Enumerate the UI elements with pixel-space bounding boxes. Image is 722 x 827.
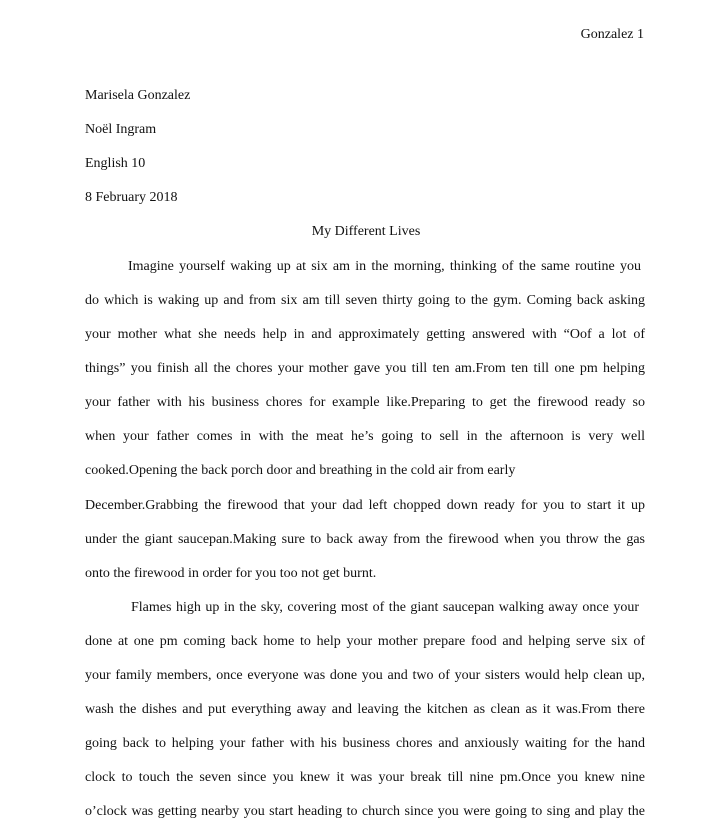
paragraph-2-line: o’clock was getting nearby you start heading to church since you were going to sing and play the (85, 804, 645, 819)
paragraph-1-line: onto the firewood in order for you too not get burnt. (85, 566, 377, 581)
paragraph-1-line: December.Grabbing the firewood that your dad left chopped down ready for you to start it up (85, 498, 645, 513)
paragraph-1-line: under the giant saucepan.Making sure to back away from the firewood when you throw the gas (85, 532, 645, 547)
document-date: 8 February 2018 (85, 190, 178, 205)
paragraph-1-line: do which is waking up and from six am till seven thirty going to the gym. Coming back asking (85, 293, 645, 308)
student-name: Marisela Gonzalez (85, 88, 191, 103)
paragraph-2-line: Flames high up in the sky, covering most of the giant saucepan walking away once your (131, 600, 639, 615)
essay-title: My Different Lives (311, 224, 421, 239)
teacher-name: Noël Ingram (85, 122, 157, 137)
running-header: Gonzalez 1 (580, 27, 644, 42)
paragraph-2-line: done at one pm coming back home to help your mother prepare food and helping serve six of (85, 634, 645, 649)
paragraph-1-line: your mother what she needs help in and approximately getting answered with “Oof a lot of (85, 327, 645, 342)
paragraph-2-line: going back to helping your father with his business chores and anxiously waiting for the hand (85, 736, 645, 751)
paragraph-2-line: clock to touch the seven since you knew it was your break till nine pm.Once you knew nine (85, 770, 645, 785)
paragraph-1-line: your father with his business chores for example like.Preparing to get the firewood ready so (85, 395, 645, 410)
paragraph-2-line: your family members, once everyone was done you and two of your sisters would help clean up, (85, 668, 645, 683)
paragraph-1-line: Imagine yourself waking up at six am in the morning, thinking of the same routine you (128, 259, 641, 274)
paragraph-1-line: cooked.Opening the back porch door and breathing in the cold air from early (85, 463, 516, 478)
course-name: English 10 (85, 156, 146, 171)
paragraph-1-line: things” you finish all the chores your mother gave you till ten am.From ten till one pm helping (85, 361, 645, 376)
paragraph-2-line: wash the dishes and put everything away and leaving the kitchen as clean as it was.From there (85, 702, 645, 717)
paragraph-1-line: when your father comes in with the meat he’s going to sell in the afternoon is very well (85, 429, 645, 444)
